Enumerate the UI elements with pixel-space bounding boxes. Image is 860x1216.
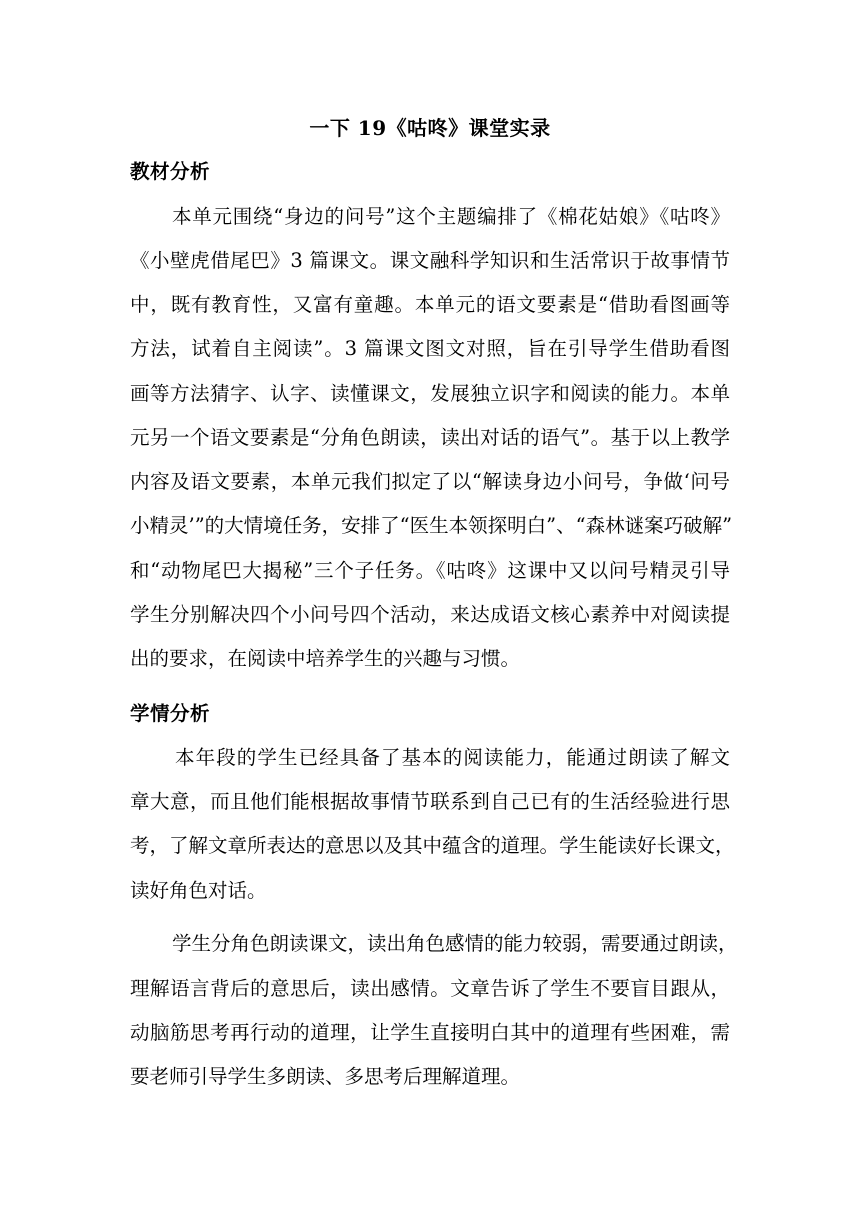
paragraph-line: 要老师引导学生多朗读、多思考后理解道理。: [130, 1065, 521, 1088]
paragraph-line: 动脑筋思考再行动的道理，让学生直接明白其中的道理有些困难，需: [130, 1021, 730, 1044]
paragraph-line: 内容及语文要素，本单元我们拟定了以“解读身边小问号，争做‘问号: [130, 470, 730, 493]
paragraph-line: 中，既有教育性，又富有童趣。本单元的语文要素是“借助看图画等: [130, 293, 730, 316]
paragraph-line: 学生分角色朗读课文，读出角色感情的能力较弱，需要通过朗读，: [172, 932, 738, 955]
paragraph-line: 和“动物尾巴大揭秘”三个子任务。《咕咚》这课中又以问号精灵引导: [130, 559, 730, 582]
paragraph-line: 《小壁虎借尾巴》3 篇课文。课文融科学知识和生活常识于故事情节: [130, 249, 730, 272]
paragraph-line: 本年段的学生已经具备了基本的阅读能力，能通过朗读了解文: [175, 746, 730, 769]
paragraph-line: 考，了解文章所表达的意思以及其中蕴含的道理。学生能读好长课文，: [130, 834, 735, 857]
paragraph-line: 学生分别解决四个小问号四个活动，来达成语文核心素养中对阅读提: [130, 603, 730, 626]
paragraph-line: 方法，试着自主阅读”。3 篇课文图文对照，旨在引导学生借助看图: [130, 337, 730, 360]
section-heading-textbook-analysis: 教材分析: [130, 160, 211, 183]
paragraph-line: 章大意，而且他们能根据故事情节联系到自己已有的生活经验进行思: [130, 790, 730, 813]
paragraph-line: 元另一个语文要素是“分角色朗读，读出对话的语气”。基于以上教学: [130, 426, 730, 449]
paragraph-line: 读好角色对话。: [130, 879, 267, 902]
paragraph-line: 本单元围绕“身边的问号”这个主题编排了《棉花姑娘》《咕咚》: [172, 205, 730, 228]
paragraph-line: 小精灵’”的大情境任务，安排了“医生本领探明白”、“森林谜案巧破解”: [130, 514, 733, 537]
section-heading-student-analysis: 学情分析: [130, 702, 211, 725]
document-title: 一下 19《咕咚》课堂实录: [309, 116, 551, 140]
paragraph-line: 出的要求，在阅读中培养学生的兴趣与习惯。: [130, 647, 521, 670]
paragraph-line: 画等方法猜字、认字、读懂课文，发展独立识字和阅读的能力。本单: [130, 382, 730, 405]
paragraph-line: 理解语言背后的意思后，读出感情。文章告诉了学生不要盲目跟从，: [130, 977, 730, 1000]
